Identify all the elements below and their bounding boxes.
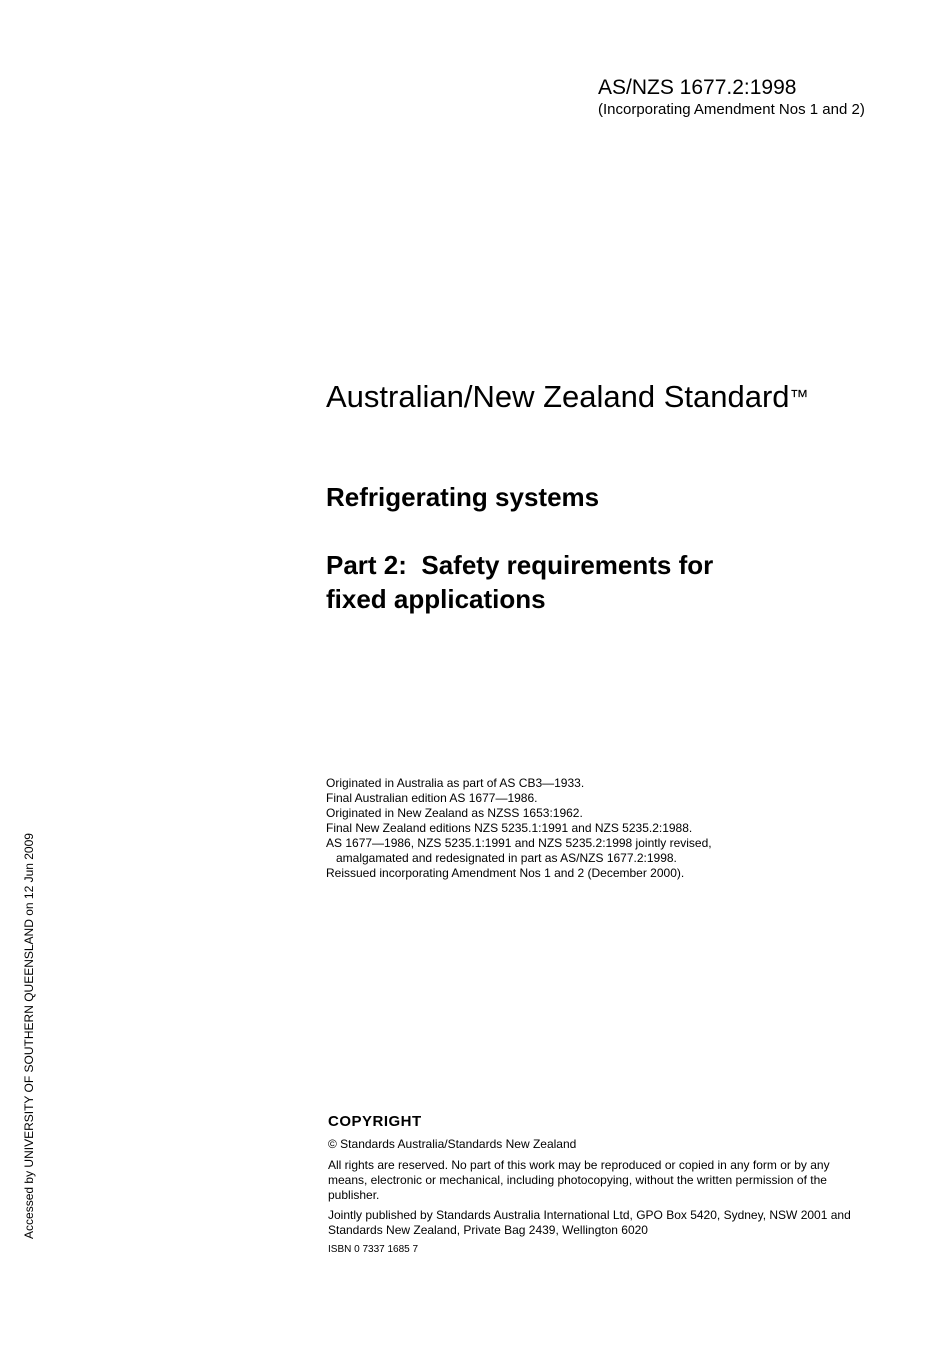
publication-history — [326, 776, 806, 881]
history-line: Final Australian edition AS 1677—1986. — [326, 791, 538, 805]
document-subtitle — [326, 548, 846, 616]
history-line: AS 1677—1986, NZS 5235.1:1991 and NZS 5235.2:1998 jointly revised, — [326, 836, 712, 850]
copyright-heading: COPYRIGHT — [328, 1113, 422, 1130]
access-watermark: Accessed by UNIVERSITY OF SOUTHERN QUEENSLAND on 12 Jun 2009 — [22, 833, 36, 1239]
history-line: Reissued incorporating Amendment Nos 1 and 2 (December 2000). — [326, 866, 685, 880]
isbn: ISBN 0 7337 1685 7 — [328, 1244, 419, 1255]
history-line: Originated in New Zealand as NZSS 1653:1962. — [326, 806, 583, 820]
standard-heading-text: Australian/New Zealand Standard — [326, 379, 790, 414]
history-line: amalgamated and redesignated in part as AS/NZS 1677.2:1998. — [336, 851, 677, 865]
history-line: Originated in Australia as part of AS CB3—1933. — [326, 776, 585, 790]
rights-statement: All rights are reserved. No part of this work may be reproduced or copied in any form or by any means, electronic or mechanical, including photocopying, without the written permission of the publisher. — [328, 1158, 830, 1202]
subtitle-line-1: Part 2: Safety requirements for — [326, 550, 714, 580]
publisher-statement: Jointly published by Standards Australia International Ltd, GPO Box 5420, Sydney, NSW 2001 and Standards New Zealand, Private Bag 2439, Wellington 6020 — [328, 1208, 851, 1237]
subtitle-line-2: fixed applications — [326, 584, 546, 614]
standard-heading — [326, 378, 809, 416]
history-line: Final New Zealand editions NZS 5235.1:1991 and NZS 5235.2:1988. — [326, 821, 693, 835]
document-title: Refrigerating systems — [326, 482, 600, 512]
document-number: AS/NZS 1677.2:1998 — [598, 76, 797, 99]
copyright-block — [328, 1112, 868, 1257]
trademark-symbol: ™ — [789, 387, 809, 408]
copyright-owner: © Standards Australia/Standards New Zealand — [328, 1137, 577, 1151]
amendment-note: (Incorporating Amendment Nos 1 and 2) — [598, 101, 865, 118]
